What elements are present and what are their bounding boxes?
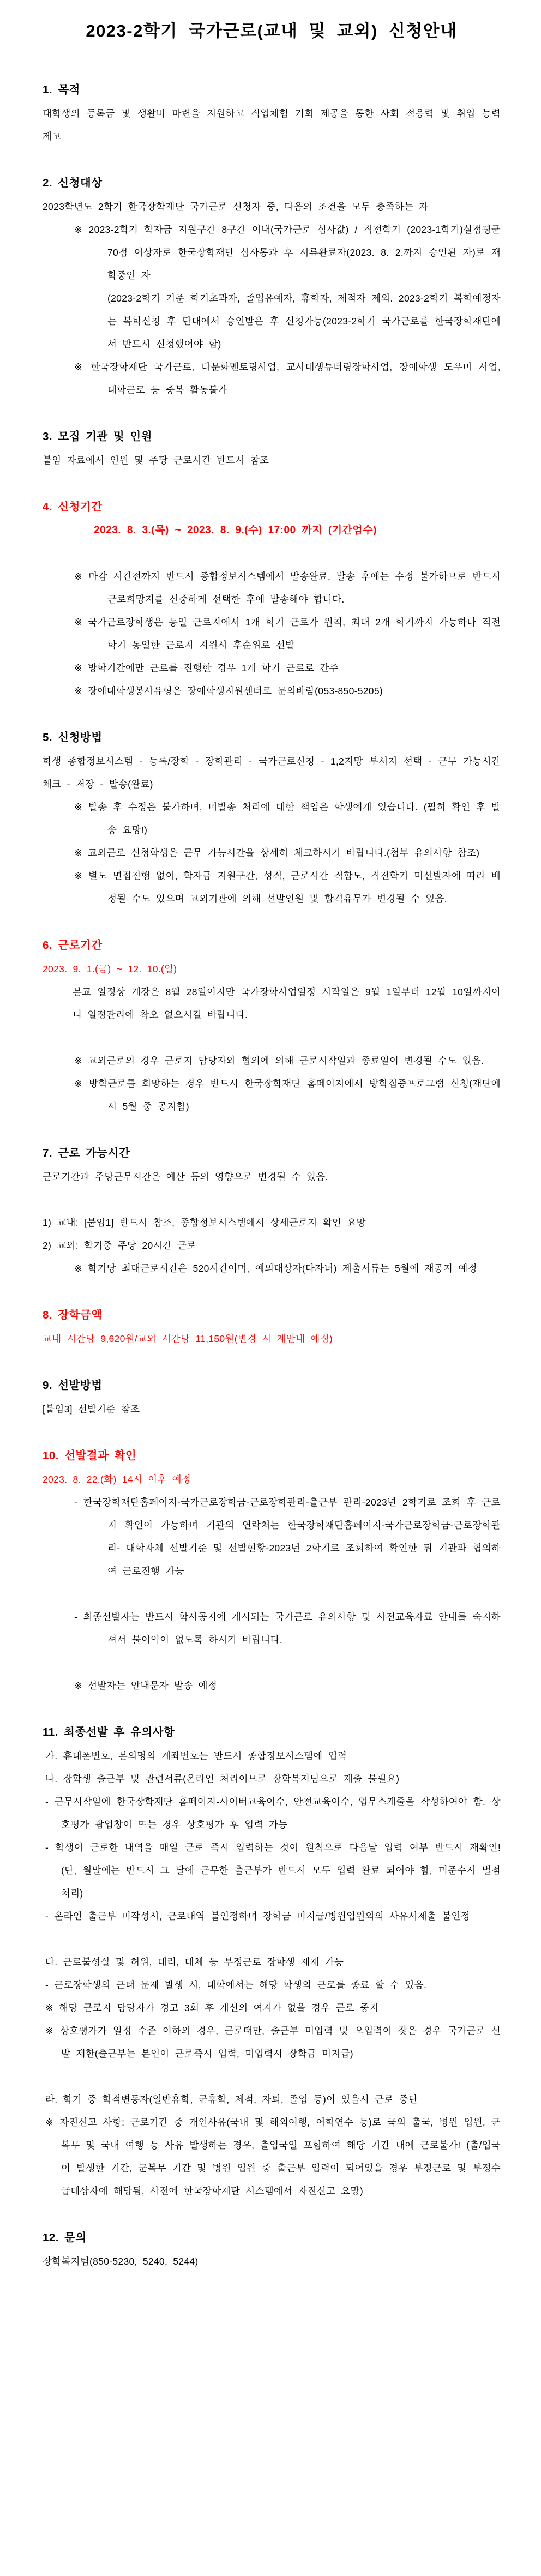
section (43, 2226, 501, 2273)
section-heading: 3. 모집 기관 및 인원 (43, 430, 152, 443)
text-line: ※ 교외근로의 경우 근로지 담당자와 협의에 의해 근로시작일과 종료일이 변경될 수도 있음. (74, 1055, 484, 1066)
text-line: 근로기간과 주당근무시간은 예산 등의 영향으로 변경될 수 있음. (43, 1171, 328, 1182)
text-line: - 학생이 근로한 내역을 매일 근로 즉시 입력하는 것이 원칙으로 다음날 입력 여부 반드시 재확인!(단, 월말에는 반드시 그 달에 근무한 출근부가 반드시 모두 입력 완료 되어야 함, 미준수시 벌점 처리) (45, 1842, 501, 1899)
text-line: ※ 자진신고 사항: 근로기간 중 개인사유(국내 및 해외여행, 어학연수 등)로 국외 출국, 병원 입원, 군복무 및 국내 여행 등 사유 발생하는 경우, 출입국일 포함하여 해당 기간 내에 근로불가! (출/입국이 발생한 기간, 군복무 기간 및 병원 입원 중 출근부 입력이 되어있을 경우 부정근로 및 부정수급대상자에 해당됨, 사전에 한국장학재단 시스템에서 자진신고 요망) (45, 2117, 501, 2196)
text-line: ※ 국가근로장학생은 동일 근로지에서 1개 학기 근로가 원칙, 최대 2개 학기까지 가능하나 직전학기 동일한 근로지 지원시 후순위로 선발 (74, 617, 501, 651)
text-line: 교내 시간당 9,620원/교외 시간당 11,150원(변경 시 재안내 예정) (43, 1333, 333, 1344)
text-line: 2) 교외: 학기중 주당 20시간 근로 (43, 1240, 196, 1251)
text-line: ※ 방학기간에만 근로를 진행한 경우 1개 학기 근로로 간주 (74, 663, 339, 673)
section-heading: 2. 신청대상 (43, 177, 103, 189)
text-line: 본교 일정상 개강은 8월 28일이지만 국가장학사업일정 시작일은 9월 1일부터 12월 10일까지이니 일정관리에 착오 없으시길 바랍니다. (73, 986, 501, 1020)
text-line: (2023-2학기 기준 학기초과자, 졸업유예자, 휴학자, 제적자 제외. 2023-2학기 복학예정자는 복학신청 후 단대에서 승인받은 후 신청가능(2023-2학기 국가근로를 한국장학재단에서 반드시 신청했어야 함) (107, 293, 501, 350)
text-line: ※ 별도 면접진행 없이, 학자금 지원구간, 성적, 근로시간 적합도, 직전학기 미선발자에 따라 배정될 수도 있으며 교외기관에 의해 선발인원 및 합격유무가 변경될 수 있음. (74, 870, 501, 904)
section (43, 1374, 501, 1421)
text-line: ※ 발송 후 수정은 불가하며, 미발송 처리에 대한 책임은 학생에게 있습니다. (필히 확인 후 발송 요망!) (74, 802, 501, 835)
text-line: ※ 교외근로 신청학생은 근무 가능시간을 상세히 체크하시기 바랍니다.(첨부 유의사항 참조) (74, 847, 480, 858)
text-line: 가. 휴대폰번호, 본의명의 계좌번호는 반드시 종합정보시스템에 입력 (45, 1750, 347, 1761)
text-line: 2023. 8. 3.(목) ~ 2023. 8. 9.(수) 17:00 까지 (기간엄수) (94, 525, 377, 536)
section-heading: 12. 문의 (43, 2231, 87, 2244)
text-line: 2023학년도 2학기 한국장학재단 국가근로 신청자 중, 다음의 조건을 모두 충족하는 자 (43, 201, 429, 212)
section (43, 1141, 501, 1280)
section-heading: 4. 신청기간 (43, 501, 103, 513)
section (43, 78, 501, 148)
section-heading: 8. 장학금액 (43, 1309, 103, 1321)
text-line: ※ 2023-2학기 학자금 지원구간 8구간 이내(국가근로 심사값) / 직전학기 (2023-1학기)실점평균 70점 이상자로 한국장학재단 심사통과 후 서류완료자(2023. 8. 2.까지 승인된 자)로 재학중인 자 (74, 224, 501, 281)
text-line: ※ 장애대학생봉사유형은 장애학생지원센터로 문의바람(053-850-5205) (74, 685, 383, 696)
section-heading: 7. 근로 가능시간 (43, 1147, 130, 1159)
section (43, 1444, 501, 1697)
document-body (43, 78, 501, 2273)
section (43, 1720, 501, 2202)
text-line: 2023. 8. 22.(화) 14시 이후 예정 (43, 1474, 191, 1485)
text-line: - 온라인 출근부 미작성시, 근로내역 불인정하며 장학금 미지급/병원입원외의 사유서제출 불인정 (45, 1911, 470, 1922)
text-line: ※ 해당 근로지 담당자가 경고 3회 후 개선의 여지가 없을 경우 근로 중지 (45, 2002, 379, 2013)
text-line: ※ 마감 시간전까지 반드시 종합정보시스템에서 발송완료, 발송 후에는 수정 불가하므로 반드시 근로희망지를 신중하게 선택한 후에 발송해야 합니다. (74, 571, 501, 605)
section (43, 726, 501, 910)
text-line: 대학생의 등록금 및 생활비 마련을 지원하고 직업체험 기회 제공을 통한 사회 적응력 및 취업 능력 제고 (43, 108, 501, 142)
section-heading: 11. 최종선발 후 유의사항 (43, 1726, 175, 1738)
text-line: 나. 장학생 출근부 및 관련서류(온라인 처리이므로 장학복지팀으로 제출 불필요) (45, 1773, 400, 1784)
section (43, 171, 501, 401)
section-heading: 6. 근로기간 (43, 939, 103, 952)
section (43, 934, 501, 1118)
text-line: 붙임 자료에서 인원 및 주당 근로시간 반드시 참조 (43, 455, 269, 466)
text-line: 1) 교내: [붙임1] 반드시 참조, 종합정보시스템에서 상세근로지 확인 요망 (43, 1217, 366, 1228)
text-line: - 근무시작일에 한국장학재단 홈페이지-사이버교육이수, 안전교육이수, 업무스케줄을 작성하여야 함. 상호평가 팝업창이 뜨는 경우 상호평가 후 입력 가능 (45, 1796, 501, 1830)
text-line: 장학복지팀(850-5230, 5240, 5244) (43, 2256, 199, 2267)
document-title: 2023-2학기 국가근로(교내 및 교외) 신청안내 (86, 21, 458, 40)
text-line: - 근로장학생의 근태 문제 발생 시, 대학에서는 해당 학생의 근로를 종료 할 수 있음. (45, 1979, 427, 1990)
text-line: 학생 종합정보시스템 - 등록/장학 - 장학관리 - 국가근로신청 - 1,2지망 부서지 선택 - 근무 가능시간 체크 - 저장 - 발송(완료) (43, 756, 501, 790)
section (43, 1303, 501, 1350)
text-line: 2023. 9. 1.(금) ~ 12. 10.(일) (43, 964, 177, 974)
text-line: - 최종선발자는 반드시 학사공지에 게시되는 국가근로 유의사항 및 사전교육자료 안내를 숙지하셔서 불이익이 없도록 하시기 바랍니다. (74, 1611, 501, 1645)
text-line: ※ 선발자는 안내문자 발송 예정 (74, 1680, 218, 1691)
section (43, 495, 501, 702)
text-line: 다. 근로불성실 및 허위, 대리, 대체 등 부정근로 장학생 제재 가능 (45, 1957, 344, 1967)
text-line: - 한국장학재단홈페이지-국가근로장학금-근로장학관리-출근부 관리-2023년 2학기로 조회 후 근로지 확인이 가능하며 기관의 연락처는 한국장학재단홈페이지-국가근로장학금-근로장학관리- 대학자체 선발기준 및 선발현황-2023년 2학기로 조회하여 확인한 뒤 기관과 협의하여 근로진행 가능 (74, 1497, 501, 1576)
section-heading: 10. 선발결과 확인 (43, 1449, 137, 1462)
section-heading: 1. 목적 (43, 83, 80, 96)
text-line: [붙임3] 선발기준 참조 (43, 1404, 140, 1415)
text-line: 라. 학기 중 학적변동자(일반휴학, 군휴학, 제적, 자퇴, 졸업 등)이 있을시 근로 중단 (45, 2094, 418, 2105)
section-heading: 9. 선발방법 (43, 1379, 103, 1392)
text-line: ※ 한국장학재단 국가근로, 다문화멘토링사업, 교사대생튜터링장학사업, 장애학생 도우미 사업, 대학근로 등 중복 활동불가 (74, 362, 501, 395)
text-line: ※ 방학근로를 희망하는 경우 반드시 한국장학재단 홈페이지에서 방학집중프로그램 신청(재단에서 5월 중 공지함) (74, 1078, 501, 1112)
section-heading: 5. 신청방법 (43, 731, 103, 744)
text-line: ※ 상호평가가 일정 수준 이하의 경우, 근로태만, 출근부 미입력 및 오입력이 잦은 경우 국가근로 선발 제한(출근부는 본인이 근로즉시 입력, 미입력시 장학금 미지급) (45, 2025, 501, 2059)
text-line: ※ 학기당 최대근로시간은 520시간이며, 예외대상자(다자녀) 제출서류는 5월에 재공지 예정 (74, 1263, 477, 1274)
section (43, 425, 501, 472)
